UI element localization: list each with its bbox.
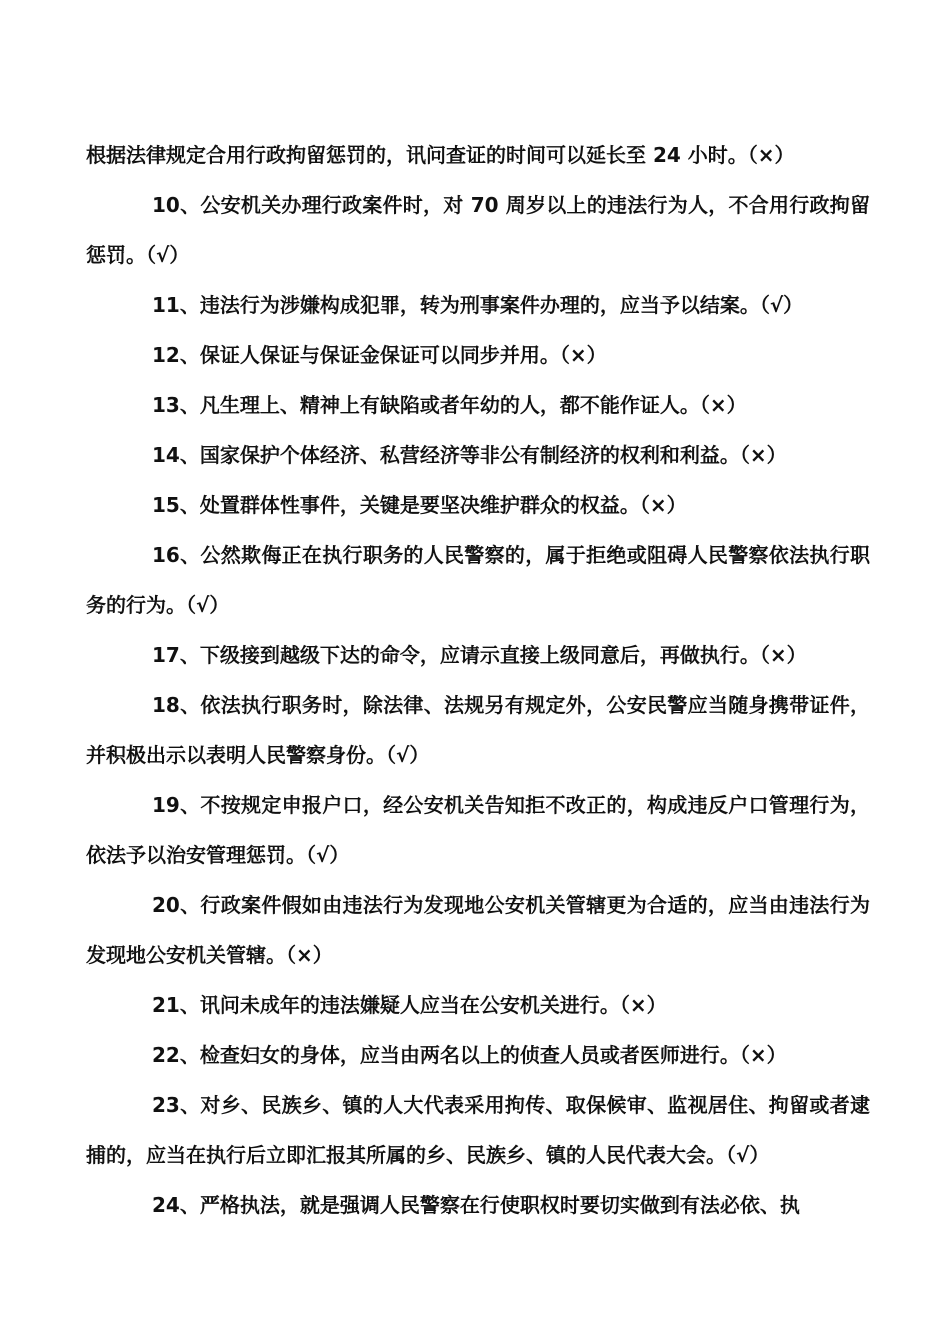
question-21: 21、讯问未成年的违法嫌疑人应当在公安机关进行。（×） <box>152 993 667 1017</box>
question-15: 15、处置群体性事件，关键是要坚决维护群众的权益。（×） <box>152 493 687 517</box>
question-12: 12、保证人保证与保证金保证可以同步并用。（×） <box>152 343 607 367</box>
question-22: 22、检查妇女的身体，应当由两名以上的侦查人员或者医师进行。（×） <box>152 1043 787 1067</box>
question-13: 13、凡生理上、精神上有缺陷或者年幼的人，都不能作证人。（×） <box>152 393 747 417</box>
question-11: 11、违法行为涉嫌构成犯罪，转为刑事案件办理的，应当予以结案。（√） <box>152 293 804 317</box>
question-17: 17、下级接到越级下达的命令，应请示直接上级同意后，再做执行。（×） <box>152 643 807 667</box>
question-19: 19、不按规定申报户口，经公安机关告知拒不改正的，构成违反户口管理行为，依法予以治安管理惩罚。（√） <box>86 793 870 867</box>
paragraph-continued: 根据法律规定合用行政拘留惩罚的，讯问查证的时间可以延长至 24 小时。（×） <box>86 143 795 167</box>
question-14: 14、国家保护个体经济、私营经济等非公有制经济的权利和利益。（×） <box>152 443 787 467</box>
question-23: 23、对乡、民族乡、镇的人大代表采用拘传、取保候审、监视居住、拘留或者逮捕的，应当在执行后立即汇报其所属的乡、民族乡、镇的人民代表大会。（√） <box>86 1093 870 1167</box>
question-10: 10、公安机关办理行政案件时，对 70 周岁以上的违法行为人，不合用行政拘留惩罚。（√） <box>86 193 870 267</box>
question-18: 18、依法执行职务时，除法律、法规另有规定外，公安民警应当随身携带证件，并积极出示以表明人民警察身份。（√） <box>86 693 870 767</box>
question-24: 24、严格执法，就是强调人民警察在行使职权时要切实做到有法必依、执 <box>152 1193 800 1217</box>
question-16: 16、公然欺侮正在执行职务的人民警察的，属于拒绝或阻碍人民警察依法执行职务的行为。（√） <box>86 543 870 617</box>
question-20: 20、行政案件假如由违法行为发现地公安机关管辖更为合适的，应当由违法行为发现地公安机关管辖。（×） <box>86 893 870 967</box>
